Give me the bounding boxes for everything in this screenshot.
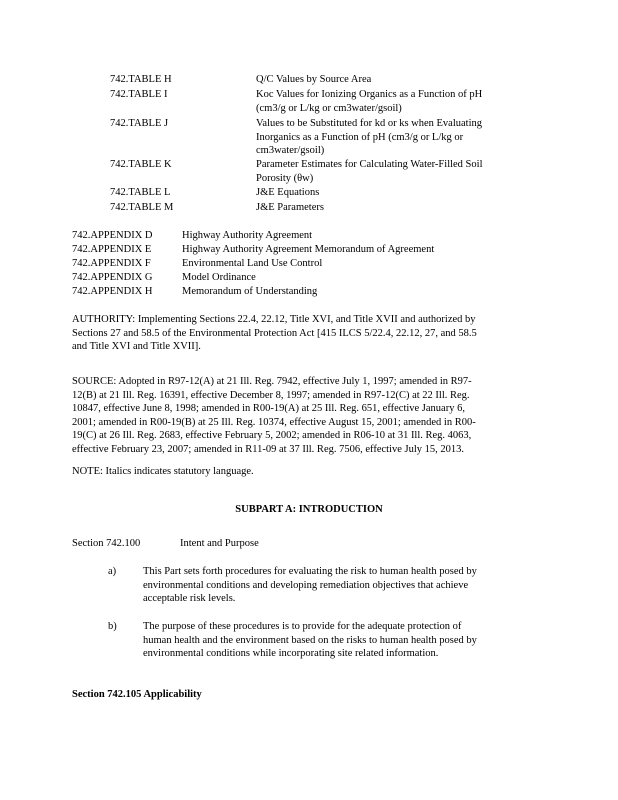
source-line: 12(B) at 21 Ill. Reg. 16391, effective December 8, 1997; amended in R97-12(C) at 22 Ill. Reg. xyxy=(72,389,470,401)
appendix-id: 742.APPENDIX D xyxy=(72,230,153,241)
table-description xyxy=(256,88,556,115)
table-desc-line: Porosity (θw) xyxy=(256,172,314,184)
source-line: effective February 23, 2007; amended in R11-09 at 37 Ill. Reg. 7506, effective July 15, 2013. xyxy=(72,443,465,455)
appendix-entry-g xyxy=(72,271,552,285)
item-line: environmental conditions while incorporating site related information. xyxy=(143,648,439,660)
item-text xyxy=(143,620,518,661)
subpart-heading: SUBPART A: INTRODUCTION xyxy=(235,504,383,515)
source-line: 10847, effective June 8, 1998; amended in R00-19(A) at 25 Ill. Reg. 651, effective January 6, xyxy=(72,403,465,415)
appendix-id: 742.APPENDIX F xyxy=(72,258,151,269)
appendix-description: Highway Authority Agreement Memorandum of Agreement xyxy=(182,244,435,255)
table-id: 742.TABLE K xyxy=(110,159,172,170)
item-line: acceptable risk levels. xyxy=(143,593,236,605)
appendix-entry-f xyxy=(72,257,552,271)
authority-line: AUTHORITY: Implementing Sections 22.4, 22.12, Title XVI, and Title XVII and authorized by xyxy=(72,314,476,325)
appendix-description: Memorandum of Understanding xyxy=(182,286,318,297)
item-text xyxy=(143,565,518,606)
appendix-entry-e xyxy=(72,243,552,257)
appendix-id: 742.APPENDIX E xyxy=(72,244,152,255)
item-label: a) xyxy=(108,566,117,577)
appendix-entry-d xyxy=(72,229,552,243)
table-description xyxy=(256,158,556,185)
item-line: environmental conditions and developing remediation objectives that achieve xyxy=(143,579,469,591)
table-description: J&E Parameters xyxy=(256,202,324,213)
appendix-description: Model Ordinance xyxy=(182,272,256,283)
appendix-description: Highway Authority Agreement xyxy=(182,230,313,241)
appendix-entry-h xyxy=(72,285,552,299)
table-id: 742.TABLE H xyxy=(110,74,172,85)
authority-line: Sections 27 and 58.5 of the Environmental Protection Act [415 ILCS 5/22.4, 22.12, 27, and 58.5 xyxy=(72,327,477,339)
item-line: This Part sets forth procedures for evaluating the risk to human health posed by xyxy=(143,566,477,577)
source-line: 2001; amended in R00-19(B) at 25 Ill. Reg. 10374, effective August 15, 2001; amended in R00- xyxy=(72,416,476,428)
item-line: The purpose of these procedures is to provide for the adequate protection of xyxy=(143,621,462,632)
appendix-id: 742.APPENDIX G xyxy=(72,272,153,283)
appendix-id: 742.APPENDIX H xyxy=(72,286,153,297)
table-id: 742.TABLE M xyxy=(110,202,174,213)
table-id: 742.TABLE L xyxy=(110,187,171,198)
table-desc-line: cm3water/gsoil) xyxy=(256,145,325,157)
table-description xyxy=(256,117,556,158)
table-desc-line: Koc Values for Ionizing Organics as a Function of pH xyxy=(256,89,483,100)
section-title: Intent and Purpose xyxy=(180,538,259,549)
table-description: Q/C Values by Source Area xyxy=(256,74,372,85)
table-id: 742.TABLE J xyxy=(110,118,169,129)
table-id: 742.TABLE I xyxy=(110,89,168,100)
source-paragraph xyxy=(72,375,552,457)
authority-paragraph xyxy=(72,313,552,354)
source-line: 19(C) at 26 Ill. Reg. 2683, effective February 5, 2002; amended in R06-10 at 31 Ill. Reg. 4063, xyxy=(72,430,472,442)
section-number: Section 742.100 xyxy=(72,538,141,549)
appendix-description: Environmental Land Use Control xyxy=(182,258,323,269)
source-line: SOURCE: Adopted in R97-12(A) at 21 Ill. Reg. 7942, effective July 1, 1997; amended in R97- xyxy=(72,376,472,387)
table-desc-line: (cm3/g or L/kg or cm3water/gsoil) xyxy=(256,102,402,114)
table-desc-line: Values to be Substituted for kd or ks when Evaluating xyxy=(256,118,483,129)
table-desc-line: Inorganics as a Function of pH (cm3/g or L/kg or xyxy=(256,131,464,143)
authority-line: and Title XVI and Title XVII]. xyxy=(72,341,201,353)
item-label: b) xyxy=(108,621,117,632)
section-105-heading: Section 742.105 Applicability xyxy=(72,689,202,700)
note-line: NOTE: Italics indicates statutory language. xyxy=(72,466,254,477)
table-description: J&E Equations xyxy=(256,187,320,198)
table-desc-line: Parameter Estimates for Calculating Water-Filled Soil xyxy=(256,159,483,170)
item-line: human health and the environment based on the risks to human health posed by xyxy=(143,634,477,646)
